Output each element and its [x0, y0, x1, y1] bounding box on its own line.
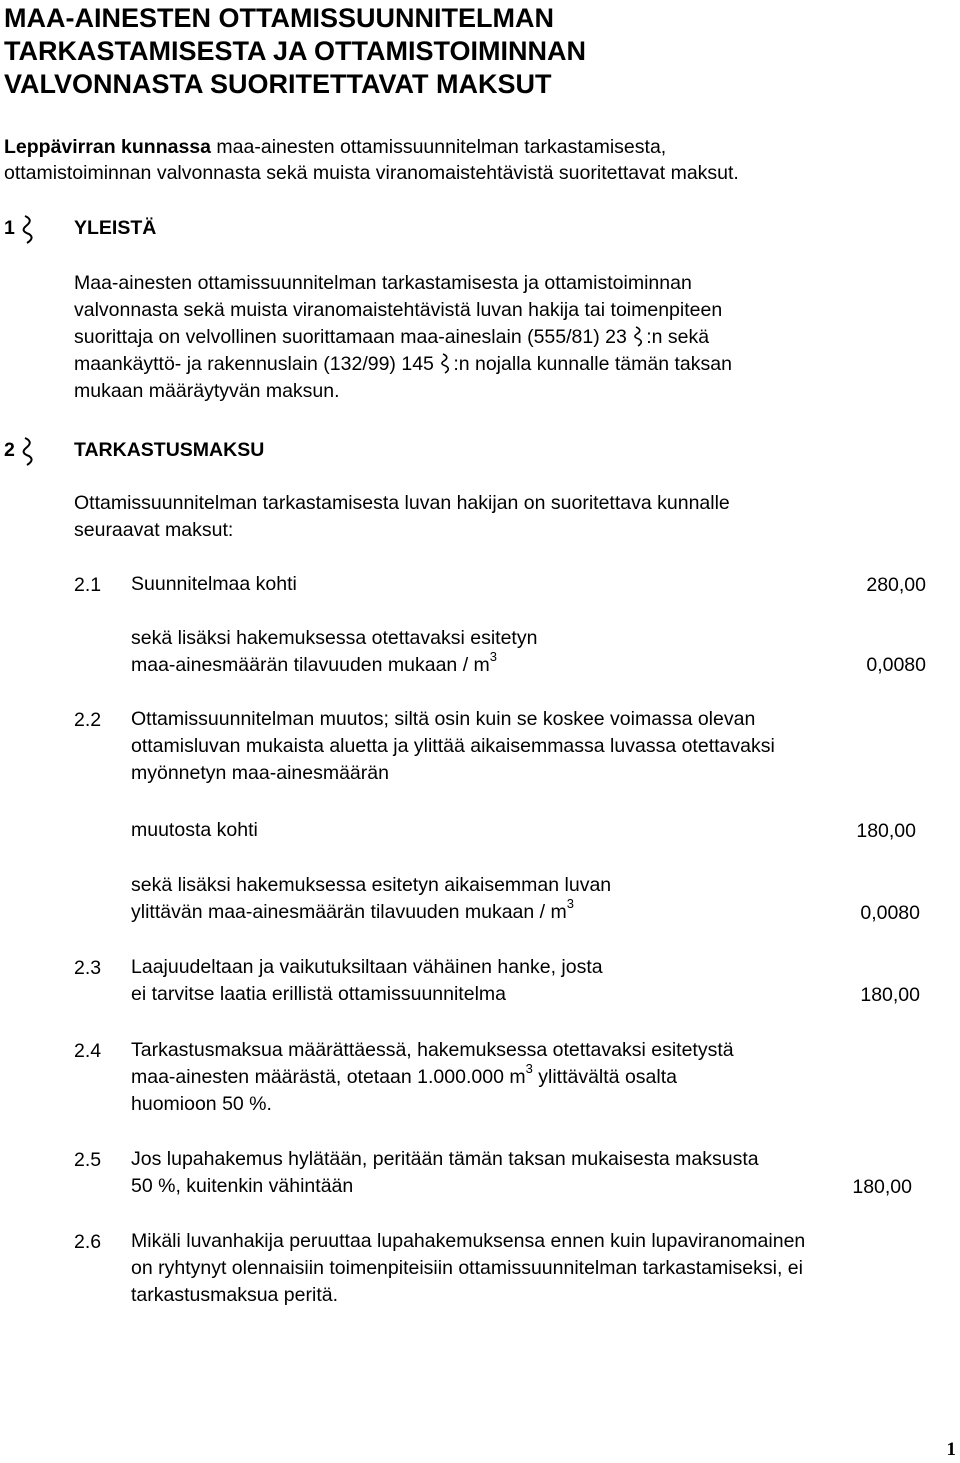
- item-2-2-amount: 180,00: [856, 820, 916, 842]
- title-line-2: TARKASTAMISESTA JA OTTAMISTOIMINNAN: [4, 36, 586, 66]
- s1-line-5: mukaan määräytyvän maksun.: [74, 380, 340, 402]
- item-2-2-sub-amount: 0,0080: [860, 902, 920, 924]
- intro-text-1: maa-ainesten ottamissuunnitelman tarkastamisesta,: [211, 136, 667, 158]
- item-2-4-number: 2.4: [74, 1040, 102, 1062]
- item-2-5-number: 2.5: [74, 1149, 102, 1171]
- item-2-1-sub-line-2: maa-ainesmäärän tilavuuden mukaan / $m^3$: [131, 648, 498, 676]
- item-2-3-number: 2.3: [74, 957, 102, 979]
- item-2-2-text: [131, 706, 775, 787]
- item-2-1-label: Suunnitelmaa kohti: [131, 573, 297, 595]
- s1-line-1: Maa-ainesten ottamissuunnitelman tarkastamisesta ja ottamistoiminnan: [74, 272, 692, 294]
- section-sign-icon: [439, 352, 453, 374]
- item-2-5-amount: 180,00: [852, 1176, 912, 1198]
- section-2-paragraph: [74, 490, 730, 544]
- s1-line-2: valvonnasta sekä muista viranomaistehtävistä luvan hakija tai toimenpiteen: [74, 299, 723, 321]
- section-1-paragraph: [74, 270, 732, 405]
- s1-line-3: suorittaja on velvollinen suorittamaan maa-aineslain (555/81) 23 :n sekä: [74, 326, 710, 348]
- document-title: [4, 2, 586, 101]
- item-2-5-line-1: Jos lupahakemus hylätään, peritään tämän taksan mukaisesta maksusta: [131, 1148, 759, 1170]
- item-2-2-sub: [131, 872, 611, 926]
- section-sign-icon: [632, 325, 646, 347]
- item-2-3-line-1: Laajuudeltaan ja vaikutuksiltaan vähäinen hanke, josta: [131, 956, 603, 978]
- item-2-4-line-3: huomioon 50 %.: [131, 1093, 272, 1115]
- section-sign-icon: [22, 432, 36, 475]
- municipality-name: Leppävirran kunnassa: [4, 136, 211, 158]
- item-2-1-amount: 280,00: [866, 574, 926, 596]
- intro-text-2: ottamistoiminnan valvonnasta sekä muista viranomaistehtävistä suoritettavat maksut.: [4, 162, 739, 184]
- item-2-2-sub-line-2: ylittävän maa-ainesmäärän tilavuuden mukaan / $m^3$: [131, 895, 574, 923]
- page-number: 1: [946, 1439, 956, 1460]
- item-2-4-line-2: maa-ainesten määrästä, otetaan 1.000.000 $m^3$ ylittävältä osalta: [131, 1060, 677, 1088]
- item-2-2-line-1: Ottamissuunnitelman muutos; siltä osin kuin se koskee voimassa olevan: [131, 708, 756, 730]
- item-2-5-line-2: 50 %, kuitenkin vähintään: [131, 1175, 354, 1197]
- item-2-6-line-1: Mikäli luvanhakija peruuttaa lupahakemuksensa ennen kuin lupaviranomainen: [131, 1230, 806, 1252]
- section-2-number: 2: [4, 439, 15, 461]
- item-2-1-sub-amount: 0,0080: [866, 654, 926, 676]
- item-2-4-line-1: Tarkastusmaksua määrättäessä, hakemuksessa otettavaksi esitetystä: [131, 1039, 734, 1061]
- section-1-heading: YLEISTÄ: [74, 217, 157, 239]
- intro-paragraph: [4, 134, 739, 186]
- s1-line-4: maankäyttö- ja rakennuslain (132/99) 145 :n nojalla kunnalle tämän taksan: [74, 353, 732, 375]
- item-2-5-text: [131, 1146, 759, 1200]
- item-2-3-text: [131, 954, 603, 1008]
- item-2-1-sub-line-1: sekä lisäksi hakemuksessa otettavaksi esitetyn: [131, 627, 538, 649]
- title-line-3: VALVONNASTA SUORITETTAVAT MAKSUT: [4, 69, 552, 99]
- item-2-2-label: muutosta kohti: [131, 819, 258, 841]
- item-2-4-text: [131, 1037, 734, 1118]
- item-2-1-number: 2.1: [74, 574, 102, 596]
- item-2-2-number: 2.2: [74, 709, 102, 731]
- section-sign-icon: [22, 210, 36, 253]
- item-2-6-text: [131, 1228, 805, 1309]
- item-2-3-amount: 180,00: [860, 984, 920, 1006]
- item-2-6-number: 2.6: [74, 1231, 102, 1253]
- section-1-number: 1: [4, 217, 15, 239]
- item-2-2-sub-line-1: sekä lisäksi hakemuksessa esitetyn aikaisemman luvan: [131, 874, 612, 896]
- section-2-heading: TARKASTUSMAKSU: [74, 439, 265, 461]
- item-2-6-line-2: on ryhtynyt olennaisiin toimenpiteisiin ottamissuunnitelman tarkastamiseksi, ei: [131, 1257, 803, 1279]
- title-line-1: MAA-AINESTEN OTTAMISSUUNNITELMAN: [4, 3, 554, 33]
- s2-line-2: seuraavat maksut:: [74, 519, 234, 541]
- s2-line-1: Ottamissuunnitelman tarkastamisesta luvan hakijan on suoritettava kunnalle: [74, 492, 730, 514]
- item-2-6-line-3: tarkastusmaksua peritä.: [131, 1284, 339, 1306]
- item-2-2-line-2: ottamisluvan mukaista aluetta ja ylittää aikaisemmassa luvassa otettavaksi: [131, 735, 775, 757]
- item-2-1-sub: [131, 625, 537, 679]
- item-2-3-line-2: ei tarvitse laatia erillistä ottamissuunnitelma: [131, 983, 506, 1005]
- item-2-2-line-3: myönnetyn maa-ainesmäärän: [131, 762, 389, 784]
